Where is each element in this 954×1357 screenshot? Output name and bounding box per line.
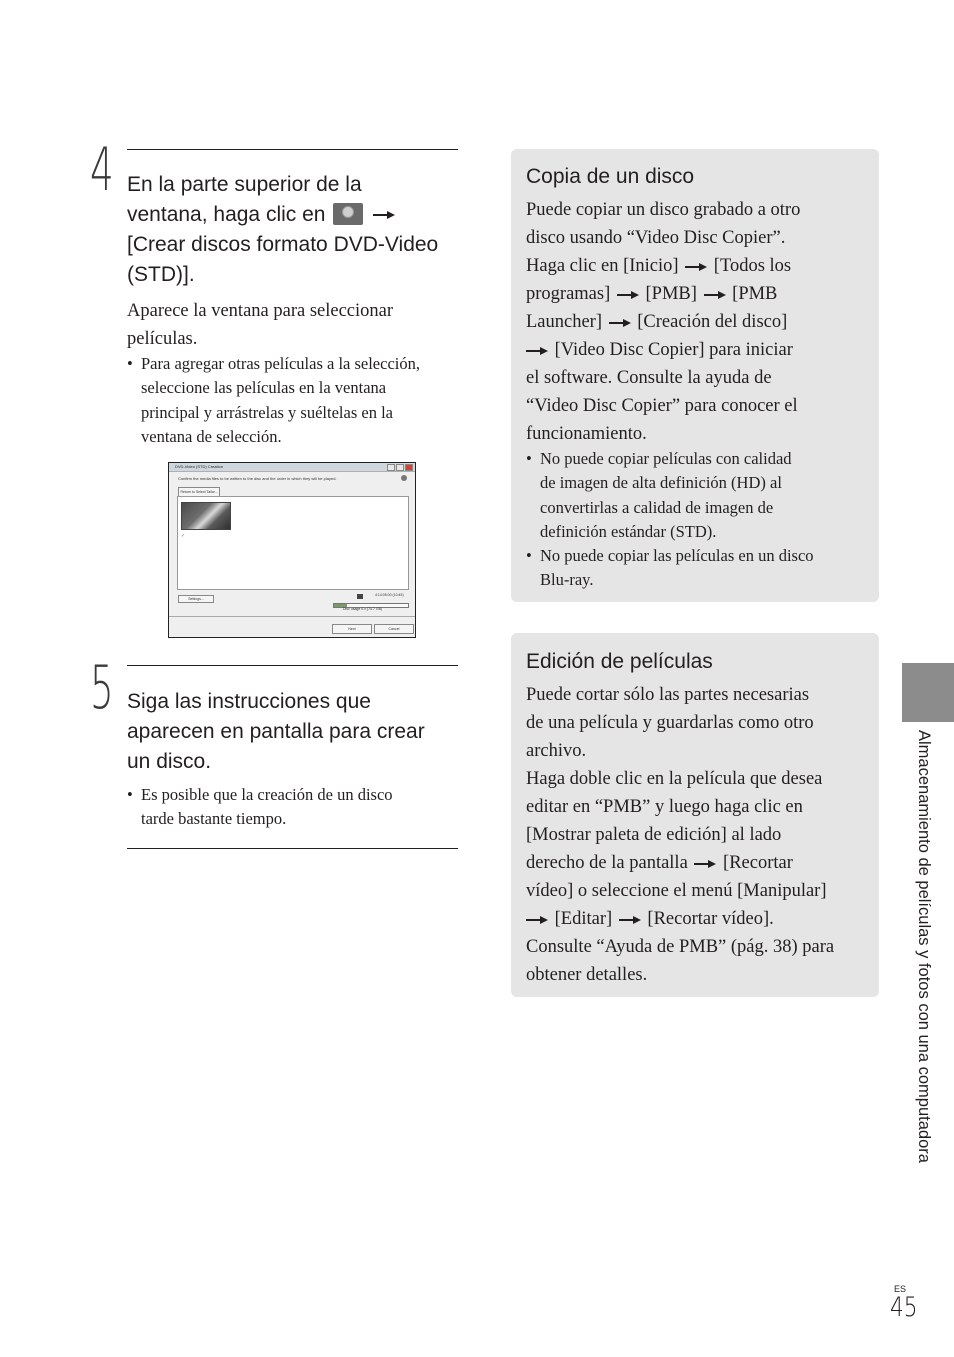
body-line: el software. Consulte la ayuda de (526, 368, 772, 388)
body-line: obtener detalles. (526, 965, 648, 985)
step4-heading-line: (STD)]. (127, 263, 195, 286)
body-text: [Recortar (723, 853, 793, 873)
bullet-line: Para agregar otras películas a la selección, (141, 354, 420, 373)
body-text: [Creación del disco] (637, 312, 788, 332)
step4-top-rule (127, 149, 458, 150)
help-icon (401, 475, 407, 481)
edit-movies-panel (511, 633, 879, 997)
bullet-item (127, 352, 420, 449)
arrow-icon (694, 859, 716, 869)
window-controls (387, 464, 413, 471)
step5-heading-line: Siga las instrucciones que (127, 690, 371, 713)
body-line (526, 280, 800, 308)
create-discs-icon (333, 203, 363, 225)
body-line: disco usando “Video Disc Copier”. (526, 228, 786, 248)
body-line: Puede copiar un disco grabado a otro (526, 200, 801, 220)
body-text: [Recortar vídeo]. (647, 909, 774, 929)
step4-heading-line (127, 200, 438, 230)
bullet-line: No puede copiar películas con calidad (540, 449, 792, 468)
step5-heading (127, 687, 425, 777)
body-line (526, 849, 834, 877)
maximize-icon (396, 464, 404, 471)
bullet-line: de imagen de alta definición (HD) al (540, 473, 782, 493)
arrow-icon (617, 290, 639, 300)
step4-body-line: películas. (127, 329, 198, 349)
window-instruction: Confirm the media files to be written to the disc and the order in which they will be played. (178, 476, 337, 481)
step5-top-rule (127, 665, 458, 666)
time-readout: 4:14:05:00 (10:45) (375, 593, 404, 597)
page-number: 45 (890, 1292, 918, 1323)
bullet-item (526, 544, 814, 593)
bullet-line: definición estándar (STD). (540, 521, 717, 541)
body-line: funcionamiento. (526, 424, 647, 444)
body-line: Consulte “Ayuda de PMB” (pág. 38) para (526, 937, 835, 957)
close-icon (405, 464, 413, 471)
step4-number: 4 (90, 135, 114, 205)
step4-bullets (127, 352, 420, 449)
disc-icon (357, 594, 363, 599)
body-text: [PMB (732, 284, 778, 304)
disc-usage-text: Disc usage 0.x (74.7 GB) (343, 607, 383, 611)
bullet-dot: • (127, 354, 133, 373)
video-thumbnail (181, 502, 231, 530)
arrow-icon (619, 915, 641, 925)
copy-disc-title: Copia de un disco (526, 165, 695, 188)
arrow-icon (704, 290, 726, 300)
body-line (526, 336, 800, 364)
divider (169, 616, 415, 617)
step4-heading-line: [Crear discos formato DVD-Video (127, 233, 439, 256)
bullet-line: No puede copiar las películas en un disco (540, 546, 814, 566)
edit-movies-title: Edición de películas (526, 650, 713, 673)
bullet-dot: • (526, 449, 532, 468)
body-text: [Todos los (713, 256, 792, 276)
section-tab (902, 663, 954, 722)
step5-bullets (127, 783, 393, 832)
arrow-icon (373, 210, 395, 220)
next-button: Next (332, 624, 372, 634)
bullet-dot: • (526, 546, 532, 566)
step5-number: 5 (90, 653, 114, 723)
page-language: ES (894, 1284, 907, 1294)
body-line: vídeo] o seleccione el menú [Manipular] (526, 881, 827, 901)
step4-heading-text: ventana, haga clic en (127, 203, 326, 226)
body-line: Puede cortar sólo las partes necesarias (526, 685, 810, 705)
arrow-icon (526, 346, 548, 356)
copy-disc-bullets (526, 447, 814, 593)
body-line: editar en “PMB” y luego haga clic en (526, 797, 803, 817)
step5-heading-line: aparecen en pantalla para crear (127, 720, 425, 743)
body-text: [PMB] (645, 284, 697, 304)
settings-button: Settings... (178, 595, 214, 603)
bullet-item (127, 783, 393, 832)
minimize-icon (387, 464, 395, 471)
step4-heading (127, 170, 438, 290)
arrow-icon (526, 915, 548, 925)
checkmark-icon: ✓ (181, 533, 186, 539)
bullet-line: Es posible que la creación de un disco (141, 785, 393, 804)
dvd-creation-window-screenshot (168, 462, 416, 638)
body-text: [Editar] (554, 909, 613, 929)
arrow-icon (609, 318, 631, 328)
bullet-item (526, 447, 814, 544)
section-tab-label (913, 730, 937, 1220)
bullet-line: seleccione las películas en la ventana (141, 378, 387, 398)
select-button: Return to Select Tailor... (178, 487, 220, 497)
copy-disc-panel (511, 149, 879, 602)
window-titlebar (169, 463, 415, 472)
bullet-line: convertirlas a calidad de imagen de (540, 497, 774, 517)
body-line (526, 308, 800, 336)
step4-body (127, 297, 393, 353)
body-text: [Video Disc Copier] para iniciar (554, 340, 793, 360)
bullet-line: Blu-ray. (540, 570, 594, 590)
body-text: Launcher] (526, 312, 603, 332)
body-line (526, 252, 800, 280)
bullet-dot: • (127, 785, 133, 804)
body-line: archivo. (526, 741, 587, 761)
step5-heading-line: un disco. (127, 750, 212, 773)
body-text: derecho de la pantalla (526, 853, 688, 873)
body-line: de una película y guardarlas como otro (526, 713, 814, 733)
cancel-button: Cancel (374, 624, 414, 634)
bullet-line: ventana de selección. (141, 426, 282, 446)
body-text: programas] (526, 284, 611, 304)
copy-disc-body (526, 196, 800, 448)
body-line: Haga doble clic en la película que desea (526, 769, 823, 789)
arrow-icon (685, 262, 707, 272)
body-line: [Mostrar paleta de edición] al lado (526, 825, 782, 845)
section-tab-text: Almacenamiento de películas y fotos con una computadora (915, 730, 933, 1163)
edit-movies-body (526, 681, 834, 989)
body-text: Haga clic en [Inicio] (526, 256, 679, 276)
bullet-line: tarde bastante tiempo. (141, 809, 287, 829)
media-pane (177, 496, 409, 590)
body-line: “Video Disc Copier” para conocer el (526, 396, 798, 416)
step5-bottom-rule (127, 848, 458, 849)
step4-body-line: Aparece la ventana para seleccionar (127, 301, 394, 321)
step4-heading-line: En la parte superior de la (127, 173, 362, 196)
body-line (526, 905, 834, 933)
bullet-line: principal y arrástrelas y suéltelas en la (141, 402, 393, 422)
window-title: DVD-Video (STD) Creation (175, 464, 223, 469)
